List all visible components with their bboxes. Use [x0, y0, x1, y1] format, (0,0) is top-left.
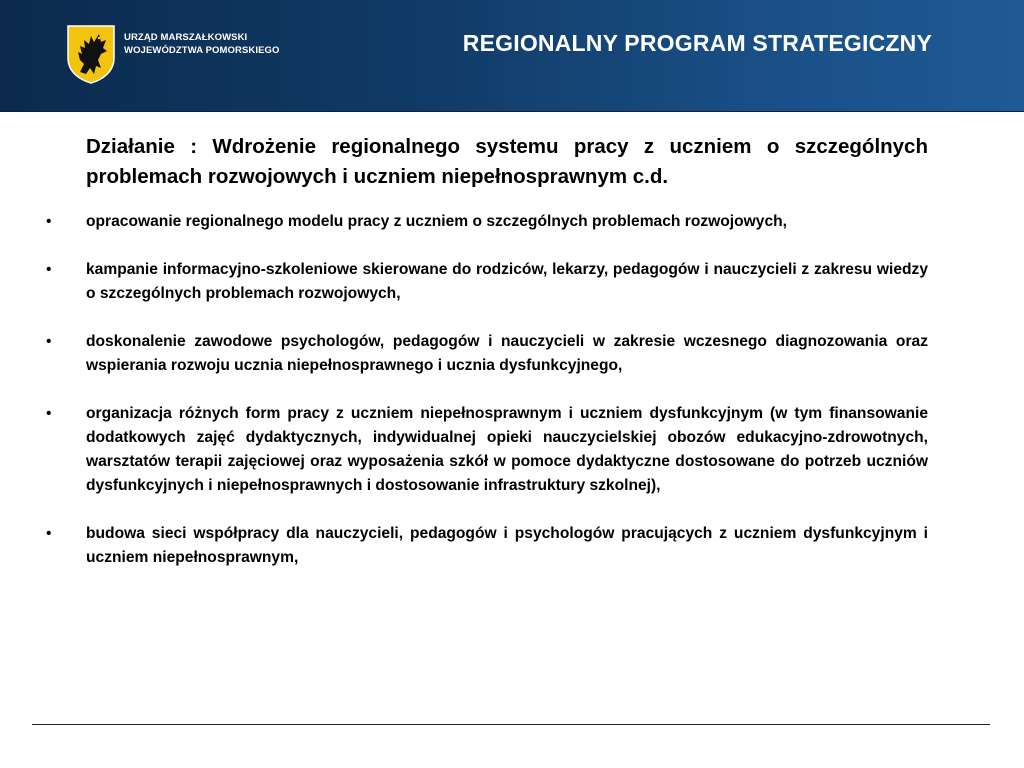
bullet-list	[46, 210, 928, 570]
bullet-marker: •	[46, 405, 52, 422]
list-item-text: doskonalenie zawodowe psychologów, pedagogów i nauczycieli w zakresie wczesnego diagnozowania oraz wspierania rozwoju ucznia niepełnosprawnego i ucznia dysfunkcyjnego,	[86, 333, 928, 374]
footer-divider	[32, 724, 990, 725]
list-item	[46, 210, 928, 234]
bullet-marker: •	[46, 333, 52, 350]
bullet-marker: •	[46, 261, 52, 278]
list-item-text: organizacja różnych form pracy z uczniem niepełnosprawnym i uczniem dysfunkcyjnym (w tym finansowanie dodatkowych zajęć dydaktycznych, indywidualnej opieki nauczycielskiej obozów edukacyjno-zdrowotnych, warsztatów terapii zajęciowej oraz wyposażenia szkół w pomoce dydaktyczne dostosowane do potrzeb uczniów dysfunkcyjnych i niepełnosprawnych i dostosowanie infrastruktury szkolnej),	[86, 405, 928, 494]
bullet-marker: •	[46, 525, 52, 542]
page-title: REGIONALNY PROGRAM STRATEGICZNY	[462, 30, 932, 56]
org-line-2: WOJEWÓDZTWA POMORSKIEGO	[124, 45, 280, 56]
list-item	[46, 402, 928, 498]
list-item-text: kampanie informacyjno-szkoleniowe skierowane do rodziców, lekarzy, pedagogów i nauczycieli z zakresu wiedzy o szczególnych problemach rozwojowych,	[86, 261, 928, 302]
list-item	[46, 330, 928, 378]
organization-name	[124, 31, 280, 57]
list-item-text: opracowanie regionalnego modelu pracy z uczniem o szczególnych problemach rozwojowych,	[86, 213, 787, 230]
list-item	[46, 522, 928, 570]
org-line-1: URZĄD MARSZAŁKOWSKI	[124, 32, 248, 43]
list-item	[46, 258, 928, 306]
bullet-marker: •	[46, 213, 52, 230]
list-item-text: budowa sieci współpracy dla nauczycieli, pedagogów i psychologów pracujących z uczniem dysfunkcyjnym i uczniem niepełnosprawnym,	[86, 525, 928, 566]
header-banner	[0, 0, 1024, 112]
section-heading: Działanie : Wdrożenie regionalnego systemu pracy z uczniem o szczególnych problemach rozwojowych i uczniem niepełnosprawnym c.d.	[86, 135, 928, 188]
slide-content	[46, 132, 928, 594]
griffin-coat-of-arms-icon	[66, 24, 116, 84]
